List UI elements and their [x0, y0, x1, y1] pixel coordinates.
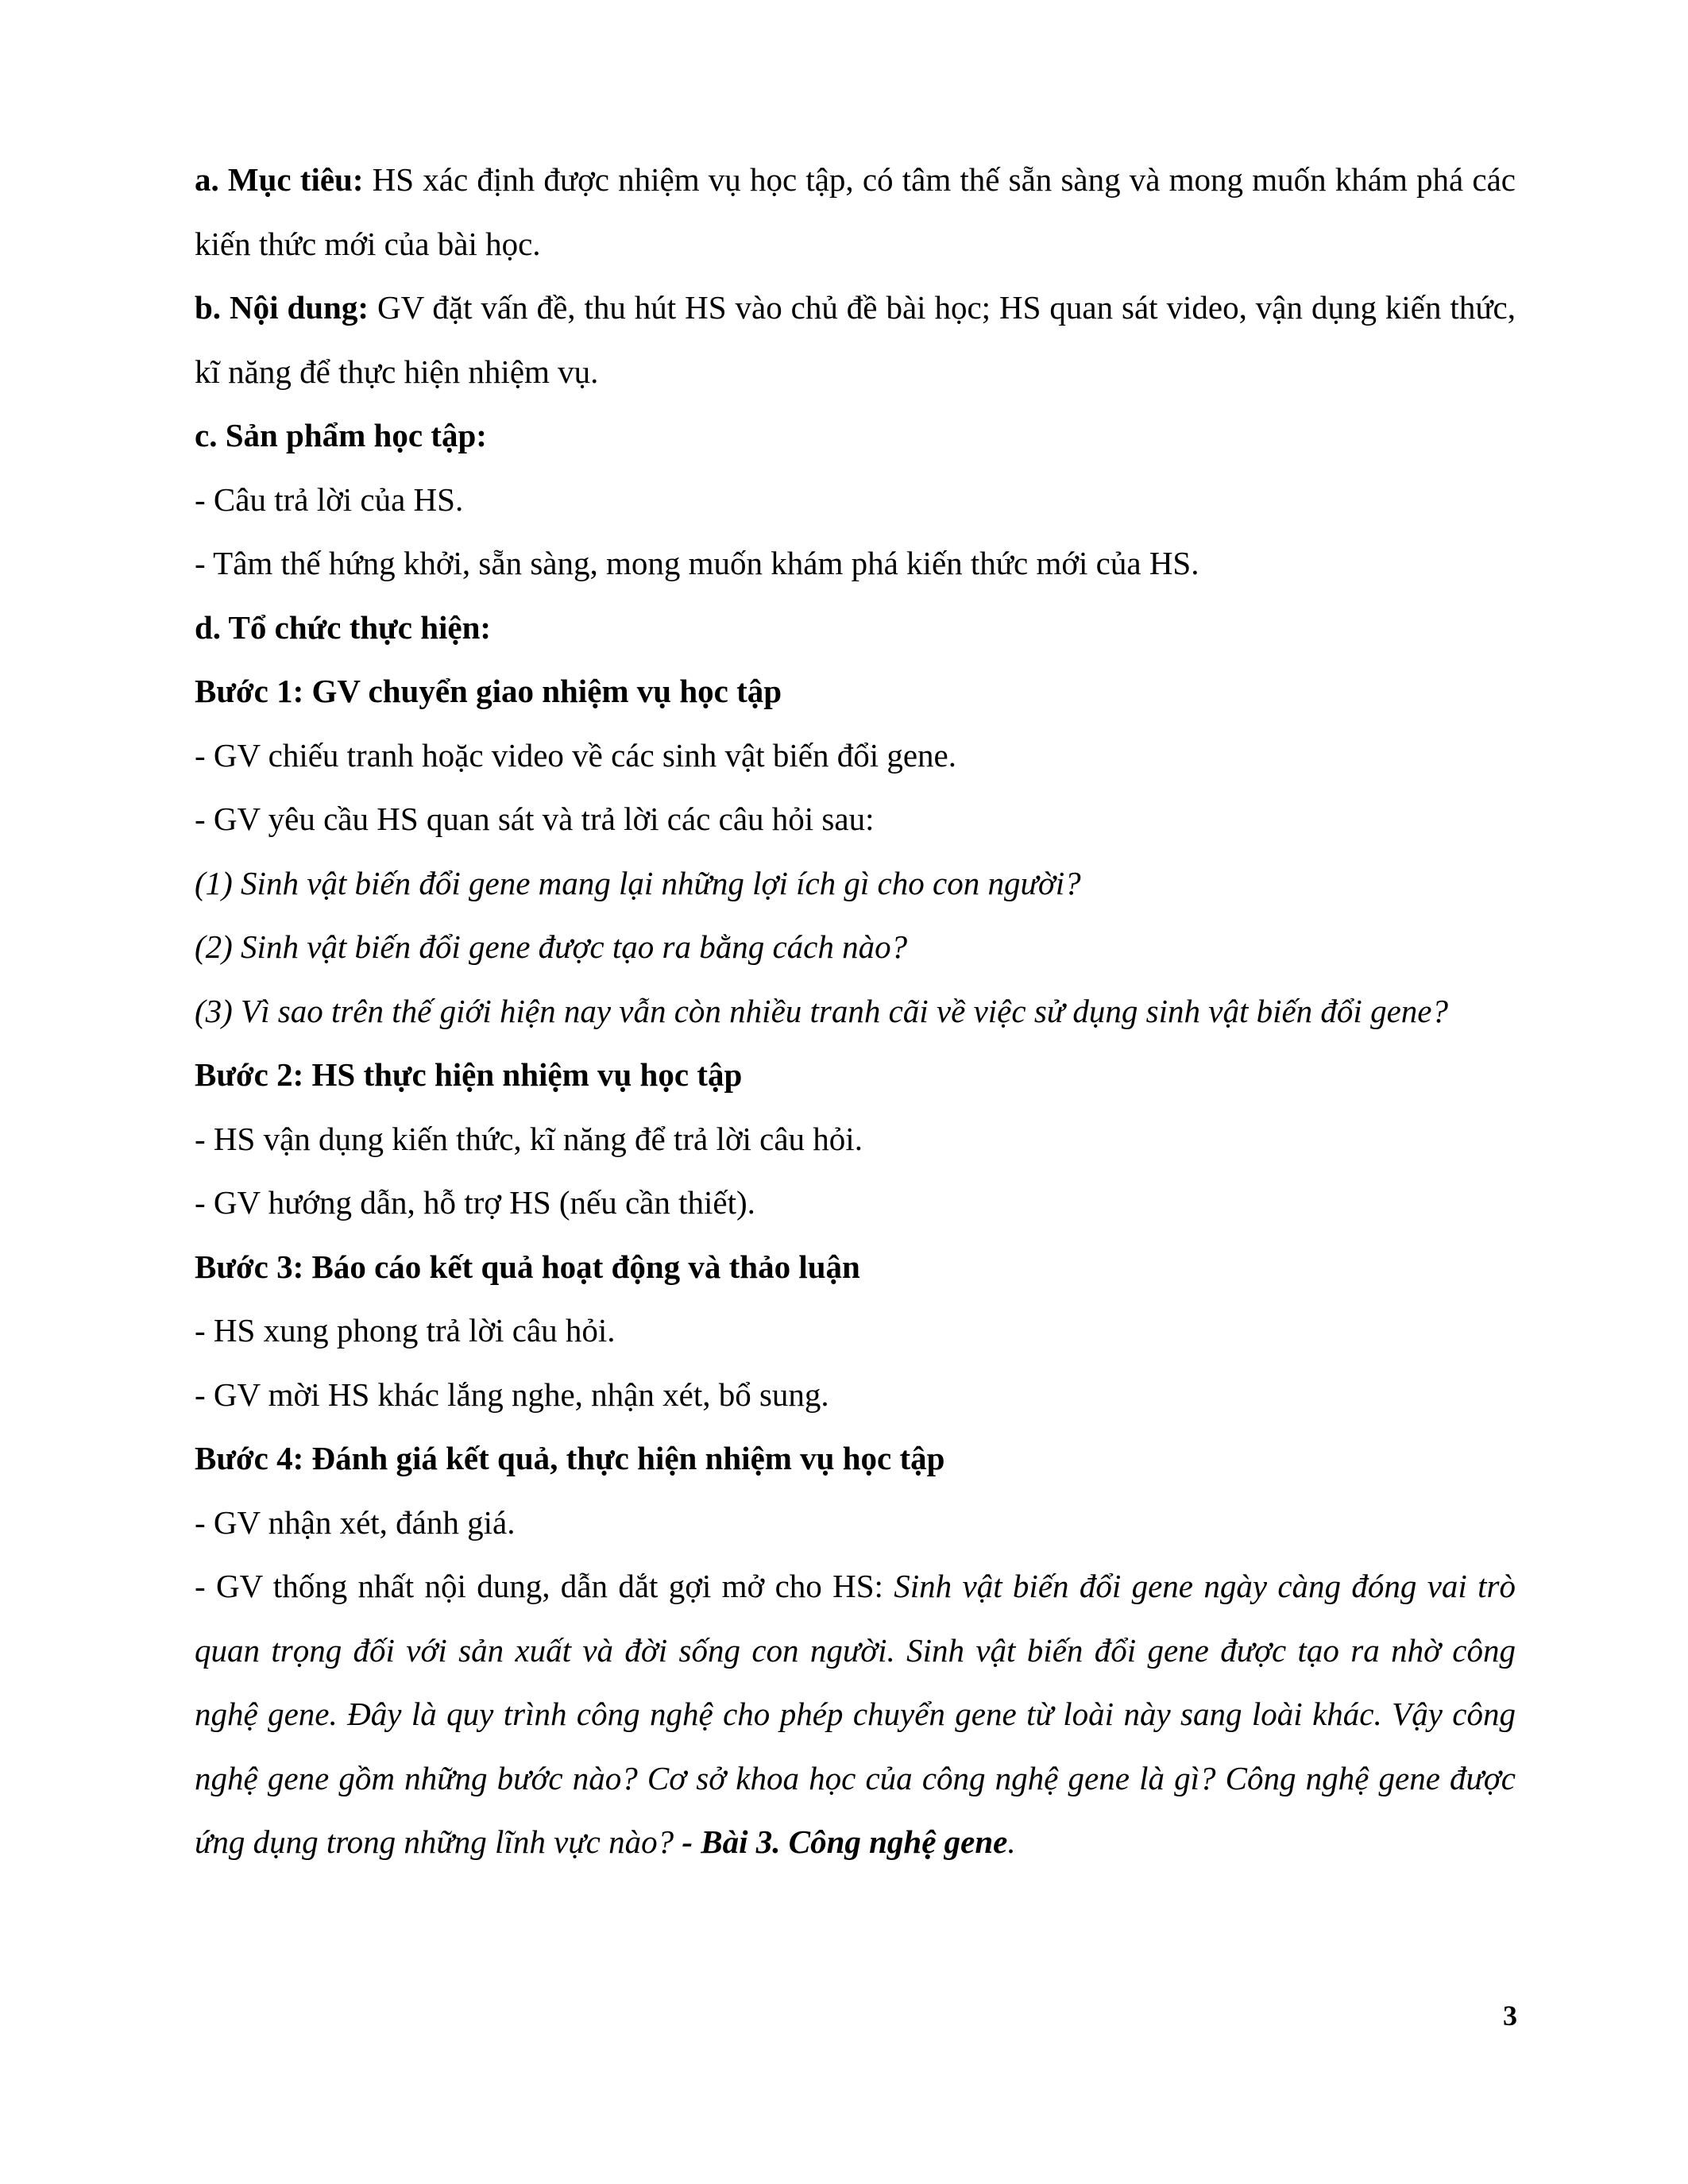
section-b-paragraph: [195, 276, 1516, 403]
step-3-item: - GV mời HS khác lắng nghe, nhận xét, bổ sung.: [195, 1376, 829, 1413]
step-1-item: - GV yêu cầu HS quan sát và trả lời các câu hỏi sau:: [195, 801, 875, 837]
page-number: 3: [1503, 2000, 1517, 2032]
step-2-heading: Bước 2: HS thực hiện nhiệm vụ học tập: [195, 1056, 743, 1093]
section-a-label: a. Mục tiêu:: [195, 161, 364, 198]
lesson-title: - Bài 3. Công nghệ gene: [682, 1823, 1008, 1860]
section-d-heading: d. Tổ chức thực hiện:: [195, 608, 492, 646]
step-4-item: - GV nhận xét, đánh giá.: [195, 1503, 516, 1541]
step-3-item: - HS xung phong trả lời câu hỏi.: [195, 1312, 616, 1349]
question-2: (2) Sinh vật biến đổi gene được tạo ra bằng cách nào?: [195, 928, 908, 965]
section-a-text: HS xác định được nhiệm vụ học tập, có tâm thế sẵn sàng và mong muốn khám phá các kiến thức mới của bài học.: [195, 161, 1516, 262]
question-3: (3) Vì sao trên thế giới hiện nay vẫn còn nhiều tranh cãi về việc sử dụng sinh vật biến đổi gene?: [195, 992, 1448, 1029]
conclusion-end-mark: .: [1007, 1823, 1016, 1860]
step-1-item: - GV chiếu tranh hoặc video về các sinh vật biến đổi gene.: [195, 736, 956, 774]
step-3-heading: Bước 3: Báo cáo kết quả hoạt động và thảo luận: [195, 1248, 860, 1285]
step-4-heading: Bước 4: Đánh giá kết quả, thực hiện nhiệm vụ học tập: [195, 1440, 945, 1476]
conclusion-prefix: - GV thống nhất nội dung, dẫn dắt gợi mở cho HS:: [195, 1568, 894, 1604]
section-c-item: - Tâm thế hứng khởi, sẵn sàng, mong muốn khám phá kiến thức mới của HS.: [195, 545, 1199, 581]
section-b-text: GV đặt vấn đề, thu hút HS vào chủ đề bài học; HS quan sát video, vận dụng kiến thức, kĩ năng để thực hiện nhiệm vụ.: [195, 289, 1516, 390]
section-b-label: b. Nội dung:: [195, 289, 369, 326]
section-a-paragraph: [195, 148, 1516, 276]
step-2-item: - GV hướng dẫn, hỗ trợ HS (nếu cần thiết).: [195, 1184, 755, 1221]
step-2-item: - HS vận dụng kiến thức, kĩ năng để trả lời câu hỏi.: [195, 1120, 863, 1157]
conclusion-italic-text: Sinh vật biến đổi gene ngày càng đóng vai trò quan trọng đối với sản xuất và đời sống con người. Sinh vật biến đổi gene được tạo ra nhờ công nghệ gene. Đây là quy trình công nghệ cho phép chuyển gene từ loài này sang loài khác. Vậy công nghệ gene gồm những bước nào? Cơ sở khoa học của công nghệ gene là gì? Công nghệ gene được ứng dụng trong những lĩnh vực nào?: [195, 1568, 1516, 1860]
question-1: (1) Sinh vật biến đổi gene mang lại những lợi ích gì cho con người?: [195, 864, 1081, 901]
step-4-conclusion: [195, 1554, 1516, 1874]
section-c-item: - Câu trả lời của HS.: [195, 480, 464, 518]
section-c-heading: c. Sản phẩm học tập:: [195, 417, 487, 453]
step-1-heading: Bước 1: GV chuyển giao nhiệm vụ học tập: [195, 673, 782, 709]
document-body: [195, 148, 1516, 1874]
